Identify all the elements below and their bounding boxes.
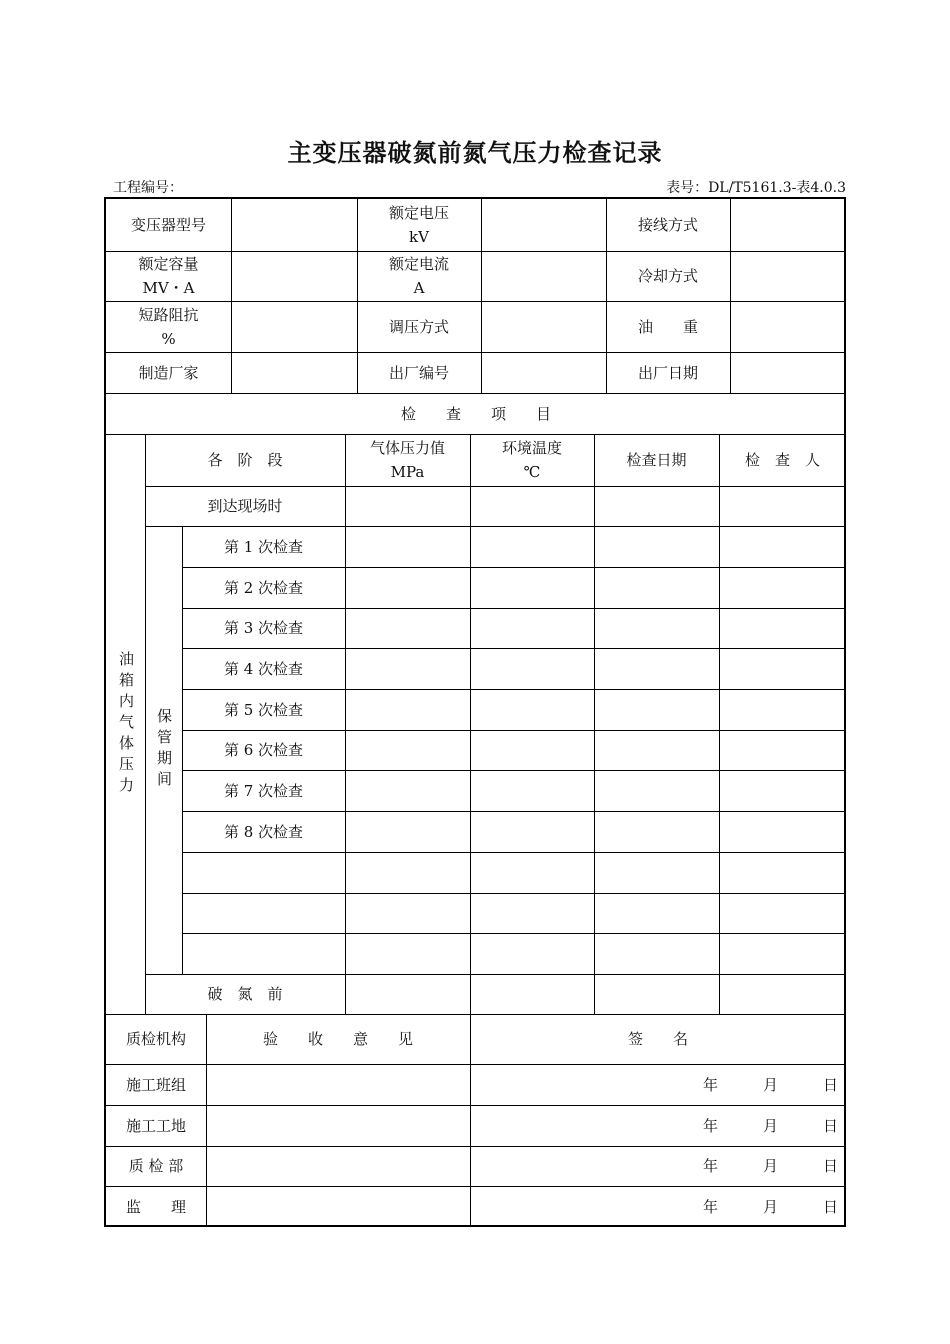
form-number: 表号：DL/T5161.3-表4.0.3 [666, 180, 846, 196]
tap-method-label: 调压方式 [388, 317, 449, 336]
supervision-label: 监 理 [125, 1197, 186, 1216]
grid-line [730, 199, 731, 393]
rated-voltage-label: 额定电压 kV [388, 204, 449, 246]
check-row-label: 第 1 次检查 [223, 537, 304, 556]
project-number-label: 工程编号： [113, 180, 183, 196]
grid-line [182, 933, 846, 934]
check-row-label: 第 6 次检查 [223, 741, 304, 759]
check-row-label: 第 3 次检查 [223, 619, 304, 637]
date-field: 年 月 日 [702, 1075, 838, 1094]
date-field: 年 月 日 [702, 1116, 838, 1135]
transformer-model-label: 变压器型号 [130, 216, 206, 234]
check-row-label: 第 7 次检查 [223, 781, 304, 800]
oil-weight-label: 油 重 [637, 317, 698, 336]
temperature-column-header: 环境温度 ℃ [501, 439, 562, 481]
construction-site-label: 施工工地 [125, 1116, 186, 1135]
storage-period-label [145, 526, 182, 974]
check-row-label: 第 4 次检查 [223, 659, 304, 678]
cooling-label: 冷却方式 [637, 267, 698, 285]
signature-header: 签 名 [627, 1030, 688, 1048]
before-nitrogen-break-label: 破 氮 前 [207, 985, 283, 1003]
check-row-label: 第 5 次检查 [223, 700, 304, 719]
arrival-row-label: 到达现场时 [207, 497, 283, 515]
manufacturer-label: 制造厂家 [138, 363, 199, 382]
date-column-header: 检查日期 [626, 451, 687, 469]
construction-team-label: 施工班组 [125, 1075, 186, 1094]
tank-gas-pressure-label [106, 434, 145, 1014]
date-field: 年 月 日 [702, 1197, 838, 1216]
grid-line [594, 434, 595, 1014]
pressure-column-header: 气体压力值 MPa [369, 439, 445, 481]
qc-organization-label: 质检机构 [125, 1030, 186, 1048]
inspector-column-header: 检 查 人 [744, 451, 820, 469]
check-row-label: 第 2 次检查 [223, 578, 304, 597]
check-items-header: 检 查 项 目 [400, 404, 551, 423]
acceptance-opinion-header: 验 收 意 见 [262, 1030, 413, 1048]
grid-line [182, 893, 846, 894]
page-title: 主变压器破氮前氮气压力检查记录 [287, 139, 663, 167]
date-field: 年 月 日 [702, 1157, 838, 1175]
connection-label: 接线方式 [637, 216, 698, 234]
tank-gas-pressure-text: 油箱内气体压力 [117, 650, 135, 798]
rated-capacity-label: 额定容量 MV・A [138, 255, 199, 297]
grid-line [481, 199, 482, 393]
grid-line [231, 199, 232, 393]
grid-line [182, 852, 846, 853]
grid-line [719, 434, 720, 1014]
inspection-table [104, 197, 846, 1227]
storage-period-text: 保管期间 [155, 708, 173, 792]
check-row-label: 第 8 次检查 [223, 822, 304, 841]
stage-column-header: 各 阶 段 [207, 451, 283, 469]
grid-line [345, 434, 346, 1014]
impedance-label: 短路阻抗 % [138, 305, 199, 348]
quality-department-label: 质 检 部 [128, 1157, 184, 1175]
manufacture-date-label: 出厂日期 [637, 363, 698, 382]
grid-line [470, 434, 471, 1014]
serial-number-label: 出厂编号 [388, 363, 449, 382]
rated-current-label: 额定电流 A [388, 255, 449, 297]
